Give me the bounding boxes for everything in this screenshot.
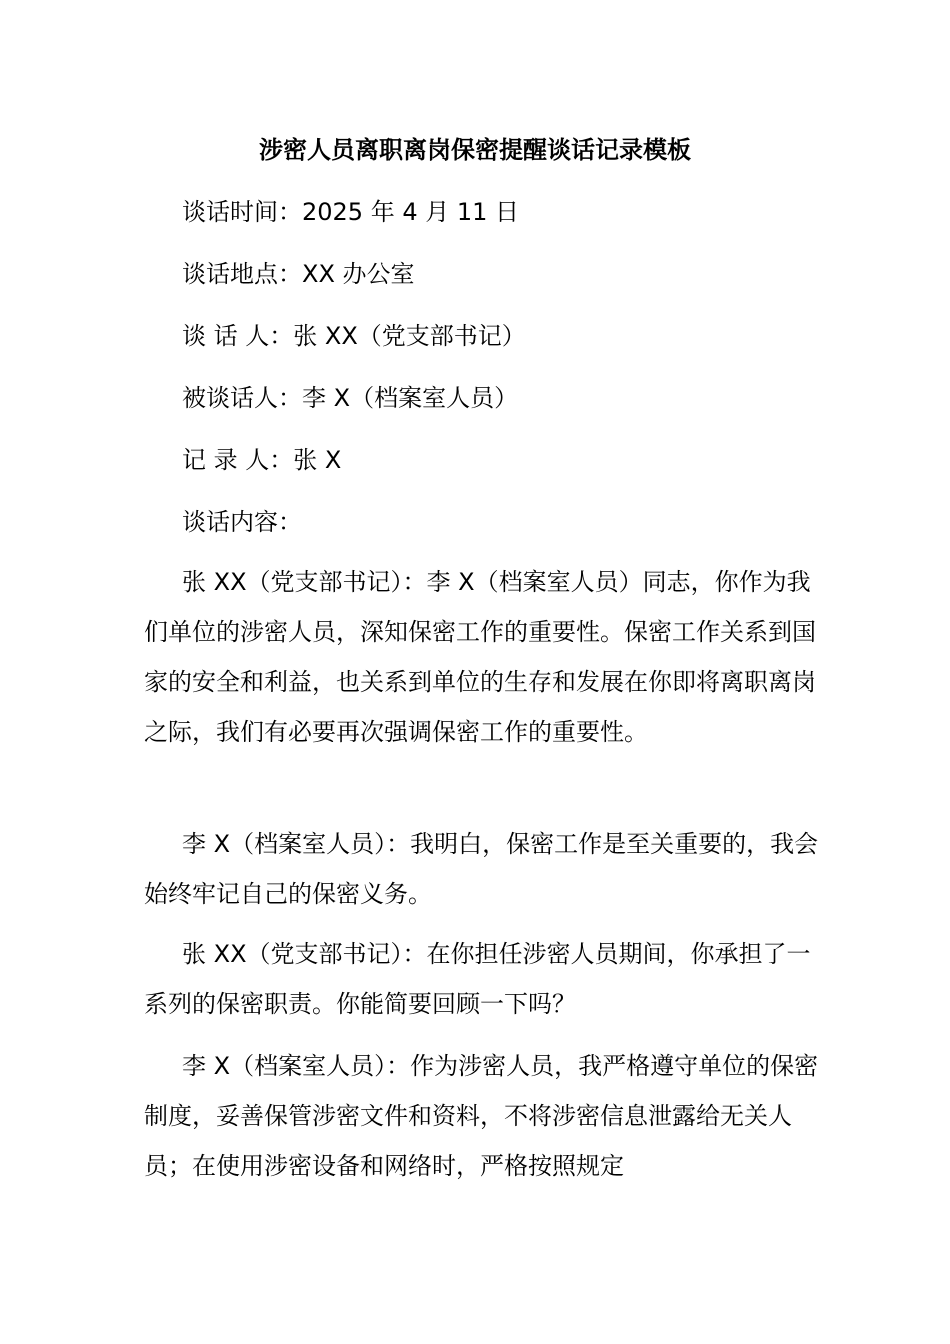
meta-recorder: 记 录 人：张 X [182, 446, 342, 474]
paragraph: 李 X（档案室人员）：作为涉密人员，我严格遵守单位的保密制度，妥善保管涉密文件和资料，不将涉密信息泄露给无关人员；在使用涉密设备和网络时，严格按照规定 [144, 1052, 819, 1180]
meta-content-label: 谈话内容： [182, 508, 302, 536]
paragraph: 张 XX（党支部书记）：李 X（档案室人员）同志，你作为我们单位的涉密人员，深知保密工作的重要性。保密工作关系到国家的安全和利益，也关系到单位的生存和发展在你即将离职离岗之际，我们有必要再次强调保密工作的重要性。 [144, 568, 816, 746]
paragraph: 李 X（档案室人员）：我明白，保密工作是至关重要的，我会始终牢记自己的保密义务。 [144, 830, 819, 908]
document-title: 涉密人员离职离岗保密提醒谈话记录模板 [259, 136, 691, 164]
meta-talker: 谈 话 人：张 XX（党支部书记） [182, 322, 526, 350]
meta-place: 谈话地点：XX 办公室 [182, 260, 415, 288]
paragraph: 张 XX（党支部书记）：在你担任涉密人员期间，你承担了一系列的保密职责。你能简要回顾一下吗？ [144, 940, 811, 1018]
meta-interviewee: 被谈话人：李 X（档案室人员） [182, 384, 519, 412]
meta-time: 谈话时间：2025 年 4 月 11 日 [182, 198, 520, 226]
